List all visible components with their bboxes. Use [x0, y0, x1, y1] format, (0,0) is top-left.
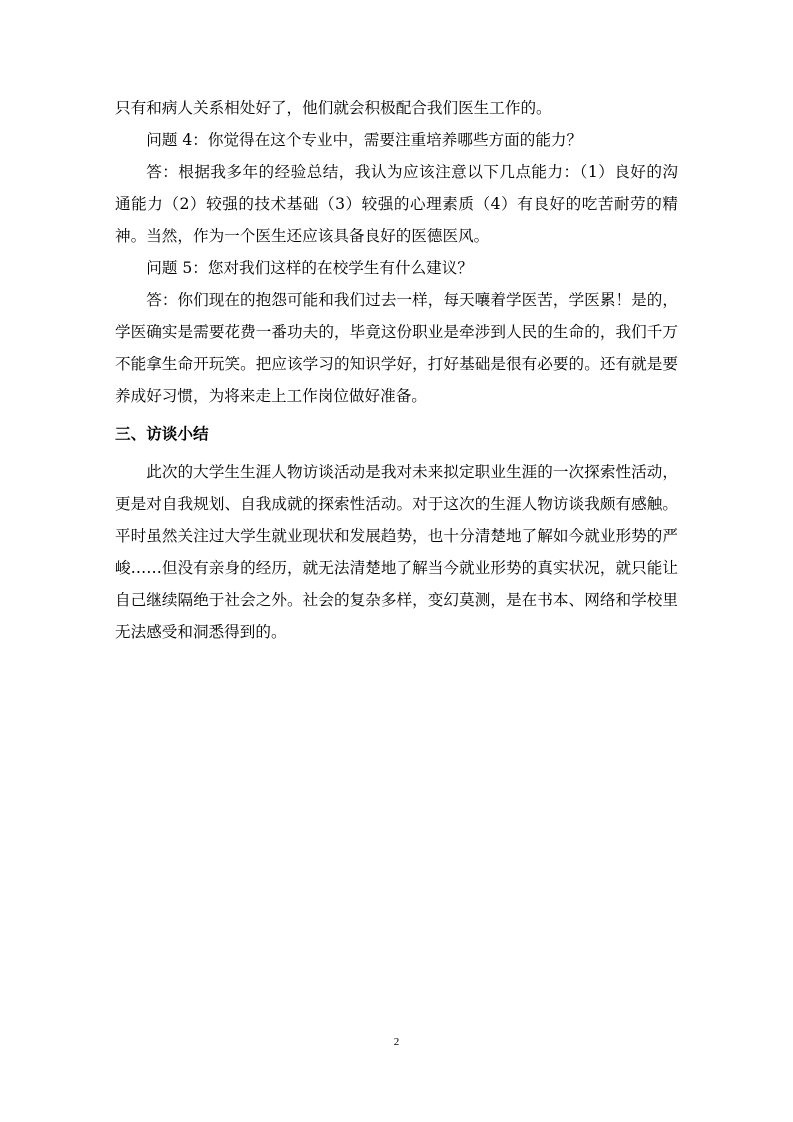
- summary-paragraph: 此次的大学生生涯人物访谈活动是我对未来拟定职业生涯的一次探索性活动，更是对自我规划、自我成就的探索性活动。对于这次的生涯人物访谈我颇有感触。平时虽然关注过大学生就业现状和发展趋势，也十分清楚地了解如今就业形势的严峻……但没有亲身的经历，就无法清楚地了解当今就业形势的真实状况，就只能让自己继续隔绝于社会之外。社会的复杂多样，变幻莫测，是在书本、网络和学校里无法感受和洞悉得到的。: [115, 463, 678, 641]
- paragraph-continuation: 只有和病人关系相处好了，他们就会积极配合我们医生工作的。: [115, 99, 552, 117]
- question-4: 问题 4：你觉得在这个专业中，需要注重培养哪些方面的能力？: [146, 131, 583, 149]
- page-number: 2: [393, 1036, 400, 1048]
- document-body: [115, 92, 678, 648]
- question-5: 问题 5：您对我们这样的在校学生有什么建议？: [146, 259, 473, 277]
- section-heading-summary: 三、访谈小结: [115, 425, 209, 443]
- answer-4: 答：根据我多年的经验总结，我认为应该注意以下几点能力：（1）良好的沟通能力（2）较强的技术基础（3）较强的心理素质（4）有良好的吃苦耐劳的精神。当然，作为一个医生还应该具备良好的医德医风。: [115, 163, 678, 245]
- answer-5: 答：你们现在的抱怨可能和我们过去一样，每天嚷着学医苦，学医累！是的，学医确实是需要花费一番功夫的，毕竟这份职业是牵涉到人民的生命的，我们千万不能拿生命开玩笑。把应该学习的知识学好，打好基础是很有必要的。还有就是要养成好习惯，为将来走上工作岗位做好准备。: [115, 291, 678, 405]
